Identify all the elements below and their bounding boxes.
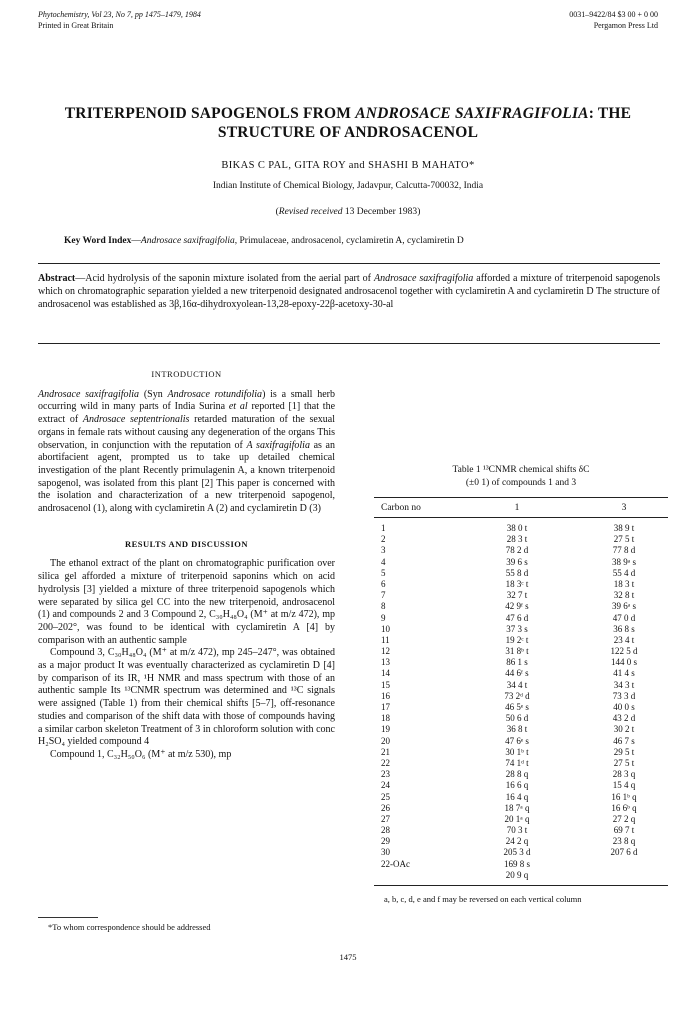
title-part-2: : THE STRUCTURE OF ANDROSACENOL <box>217 105 632 141</box>
table-row <box>374 657 668 668</box>
table-cell: 14 <box>381 668 390 679</box>
table-cell: 27 5 t <box>613 534 635 545</box>
table-cell: 39 6 s <box>506 556 528 567</box>
table-cell: 13 <box>381 657 390 668</box>
table-row <box>374 758 668 769</box>
table-cell: 37 3 s <box>506 623 528 634</box>
intro-text: as an abortifacient agent, prompted us to take up detailed chemical investigation of the plant Recently primulagenin A, a known triterpenoid sapogenol, was isolated from this plant [2] This paper is concerned with the isolation and characterization of a new triterpenoid sapogenol, androsacenol (1), along with cyclamiretin A (2) and cyclamiretin D (3) <box>38 439 335 515</box>
table-cell: 21 <box>381 746 390 757</box>
table-cell: 7 <box>381 590 386 601</box>
table-cell: 27 5 t <box>613 757 635 768</box>
left-column <box>38 368 335 762</box>
table-cell: 20 <box>381 735 390 746</box>
table-row <box>374 780 668 791</box>
table-header-row <box>374 498 668 517</box>
keywords-label: Key Word Index <box>64 236 132 246</box>
table-cell: 20 1ᵃ q <box>504 813 530 824</box>
table-cell: 86 1 s <box>506 657 528 668</box>
journal-citation: Phytochemistry, Vol 23, No 7, pp 1475–1479, 1984 <box>38 10 201 19</box>
table-cell: 38 0 t <box>506 523 528 533</box>
abstract-text-continued: afforded a mixture of triterpenoid sapogenols which on chromatographic separation yielded a new triterpenoid designated androsacenol together with cyclamiretin A and cyclamiretin D The structure of androsacenol was established as 3β,16α-dihydroxyolean-13,28-epoxy-22β-acetoxy-30-al <box>38 273 660 310</box>
table-row <box>374 769 668 780</box>
table-cell: 18 3 t <box>613 578 635 589</box>
table-cell: 73 3 d <box>612 690 636 701</box>
table-cell: 16 6 q <box>505 780 529 791</box>
table-cell: 70 3 t <box>506 825 528 836</box>
table-cell: 16 4 q <box>505 791 529 802</box>
table-cell: 36 8 t <box>506 724 528 735</box>
results-text: , mp <box>213 748 232 760</box>
table-cell: 20 9 q <box>505 869 529 880</box>
table-cell: 77 8 d <box>612 545 636 556</box>
table-cell: 8 <box>381 601 386 612</box>
table-cell: 29 <box>381 836 390 847</box>
table-cell <box>580 859 668 870</box>
abstract-species: Androsace saxifragifolia <box>374 273 474 284</box>
table-cell: 30 1ᵇ t <box>505 746 529 757</box>
intro-et-al: et al <box>228 401 248 413</box>
table-caption-line-1: Table 1 ¹³CNMR chemical shifts δC <box>452 465 590 475</box>
table-cell: 28 <box>381 825 390 836</box>
table-cell: 43 2 d <box>612 713 636 724</box>
table-cell: 47 6ᵉ s <box>505 735 529 746</box>
table-cell: 55 4 d <box>612 567 636 578</box>
table-cell: 27 2 q <box>612 813 636 824</box>
intro-text: reported [1] that the extract of <box>38 401 336 426</box>
table-cell: 41 4 s <box>613 668 635 679</box>
table-cell: 10 <box>381 623 390 634</box>
table-row <box>374 545 668 556</box>
table-cell: 3 <box>381 545 386 556</box>
results-text: , mp 245–247°, was obtained as a major product It was eventually characterized as cyclamiretin D [4] by comparison of its IR, ¹H NMR and mass spectrum with those of an authentic sample Its ¹³CNMR spectrum was determined and ¹³C signals were assigned (Table 1) from their chemical shifts [5–7], off-resonance studies and comparison of the shift data with those of compounds having a similar carbon skeleton Treatment of 3 in chloroform solution with conc H₂SO₄ yielded compound 4 <box>38 647 335 748</box>
table-cell: 5 <box>381 567 386 578</box>
table-row <box>374 680 668 691</box>
table-cell: 23 4 t <box>613 634 635 645</box>
intro-species: Androsace saxifragifolia <box>38 388 140 400</box>
table-row <box>374 590 668 601</box>
introduction-heading: INTRODUCTION <box>151 369 222 379</box>
table-cell: 9 <box>381 612 386 623</box>
affiliation: Indian Institute of Chemical Biology, Jadavpur, Calcutta-700032, India <box>212 181 484 191</box>
table-cell: 28 8 q <box>505 769 529 780</box>
table-cell: 30 <box>381 847 390 858</box>
keyword-index: Key Word Index—Androsace saxifragifolia, Primulaceae, androsacenol, cyclamiretin A, cyclamiretin D <box>64 236 464 246</box>
printed-location: Printed in Great Britain <box>38 21 114 30</box>
table-cell <box>374 870 454 881</box>
table-cell <box>580 870 668 881</box>
introduction-paragraph <box>38 389 335 516</box>
table-cell: 47 0 d <box>612 612 636 623</box>
table-cell: 11 <box>381 634 390 645</box>
table-cell: 23 <box>381 769 390 780</box>
table-cell: 2 <box>381 534 386 545</box>
table-cell: 12 <box>381 646 390 657</box>
table-cell: 30 2 t <box>613 724 635 735</box>
table-row <box>374 747 668 758</box>
table-cell: 16 6ᵇ q <box>611 802 637 813</box>
divider-top <box>38 263 660 264</box>
table-row <box>374 825 668 836</box>
table-cell: 40 0 s <box>613 702 635 712</box>
table-cell: 17 <box>381 702 390 712</box>
table-row <box>374 646 668 657</box>
running-header-left <box>38 9 201 31</box>
table-row <box>374 803 668 814</box>
authors: BIKAS C PAL, GITA ROY and SHASHI B MAHATO* <box>221 160 475 171</box>
table-cell: 23 8 q <box>612 836 636 847</box>
abstract <box>38 272 660 311</box>
table-row <box>374 847 668 858</box>
intro-text: (Syn <box>139 388 168 400</box>
table-cell: 1 <box>381 523 386 533</box>
table-cell: 38 9ᵃ s <box>612 556 636 567</box>
table-row <box>374 635 668 646</box>
results-paragraph-2 <box>38 647 335 749</box>
table-cell: 18 7ᵃ q <box>504 802 530 813</box>
table-row <box>374 870 668 881</box>
intro-text: retarded maturation of the sexual organs in female rats without causing any degeneration of the organs This observation, in conjunction with the reputation of <box>38 414 336 451</box>
table-row <box>374 713 668 724</box>
article-code: 0031–9422/84 $3 00 + 0 00 <box>569 10 658 19</box>
table-cell: 25 <box>381 791 390 802</box>
table-cell: 19 2ᶜ t <box>505 634 529 645</box>
table-cell: 44 6ᶠ s <box>505 668 529 679</box>
table-caption-line-2: (±0 1) of compounds 1 and 3 <box>465 478 577 488</box>
table-cell: 69 7 t <box>613 825 635 836</box>
table-cell: 73 2ᵈ d <box>504 690 530 701</box>
right-column <box>374 464 668 905</box>
table-header-cell: 1 <box>514 503 520 513</box>
table-body <box>374 518 668 881</box>
table-cell: 50 6 d <box>505 713 529 724</box>
correspondence-footnote: *To whom correspondence should be addressed <box>48 922 211 932</box>
results-paragraph-1 <box>38 558 335 647</box>
table-cell: 39 6ᵃ s <box>612 601 636 612</box>
table-cell: 27 <box>381 813 390 824</box>
table-row <box>374 523 668 534</box>
table-cell: 4 <box>381 556 386 567</box>
table-cell: 32 7 t <box>506 590 528 601</box>
table-footnote: a, b, c, d, e and f may be reversed on each vertical column <box>384 894 582 904</box>
results-text: , mp 200–202°, was found to be identical with cyclamiretin A [4] by comparison with an authentic sample <box>38 609 335 646</box>
table-cell: 6 <box>381 578 386 589</box>
table-cell: 78 2 d <box>505 545 529 556</box>
table-cell: 26 <box>381 802 390 813</box>
table-cell: 24 2 q <box>505 836 529 847</box>
table-caption <box>374 464 668 490</box>
abstract-label: Abstract <box>38 273 76 284</box>
table-cell: 18 <box>381 713 390 724</box>
table-cell: 47 6 d <box>505 612 529 623</box>
table-row <box>374 568 668 579</box>
intro-text: ) is a small herb occurring wild in many parts of India Surina <box>38 388 335 413</box>
table-cell: 15 4 q <box>612 780 636 791</box>
table-cell: 31 8ᵇ t <box>505 646 529 657</box>
table-cell: 34 4 t <box>506 679 528 690</box>
results-text: Compound 3, <box>50 647 108 659</box>
table-cell: 15 <box>381 679 390 690</box>
table-row <box>374 601 668 612</box>
table-row <box>374 579 668 590</box>
page-number: 1475 <box>339 952 357 962</box>
intro-species-2: Androsace septentrionalis <box>82 414 190 426</box>
table-row <box>374 724 668 735</box>
compound-3-formula: C₃₀H₄₈O₄ (M⁺ at m/z 472) <box>107 647 217 659</box>
table-cell: 34 3 t <box>613 679 635 690</box>
table-cell: 144 0 s <box>610 657 637 668</box>
table-row <box>374 736 668 747</box>
table-row <box>374 624 668 635</box>
table-row <box>374 691 668 702</box>
table-cell: 74 1ᵈ t <box>505 757 529 768</box>
article-title <box>30 104 666 142</box>
table-cell: 29 5 t <box>613 746 635 757</box>
table-cell: 42 9ᶠ s <box>505 601 529 612</box>
table-cell: 28 3 t <box>506 534 528 545</box>
title-part-1: TRITERPENOID SAPOGENOLS FROM <box>64 105 356 122</box>
abstract-text: —Acid hydrolysis of the saponin mixture isolated from the aerial part of <box>75 273 374 284</box>
table-cell: 18 3ᶜ t <box>505 578 529 589</box>
table-cell: 55 8 d <box>505 567 529 578</box>
table-cell: 19 <box>381 724 390 735</box>
table-cell: 22 <box>381 757 390 768</box>
results-text: The ethanol extract of the plant on chromatographic purification over silica gel afforded a mixture of triterpenoid saponins which on acid hydrolysis [3] yielded a mixture of three triterpenoid sapogenols which were separated by silica gel CC into the new triterpenoid, androsacenol (1) and compounds 2 and 3 Compound 2, <box>38 558 335 621</box>
table-cell: 205 3 d <box>503 847 531 858</box>
intro-species-3: A saxifragifolia <box>246 439 310 451</box>
table-cell: 46 7 s <box>613 735 635 746</box>
table-row <box>374 859 668 870</box>
publisher: Pergamon Press Ltd <box>593 21 658 30</box>
table-cell: 38 9 t <box>613 523 635 533</box>
results-text: Compound 1, <box>50 748 107 760</box>
table-row <box>374 702 668 713</box>
table-cell: 46 5ᵉ s <box>505 702 529 712</box>
table-cell: 169 8 s <box>503 858 530 869</box>
received-label: Revised received <box>278 207 343 217</box>
table-row <box>374 792 668 803</box>
table-cell: 32 8 t <box>613 590 635 601</box>
table-cell: 22-OAc <box>381 858 410 869</box>
received-date: (Revised received 13 December 1983) <box>275 207 421 217</box>
results-heading: RESULTS AND DISCUSSION <box>124 538 249 549</box>
table-row <box>374 534 668 545</box>
footnote-rule <box>38 917 98 918</box>
received-date-value: 13 December 1983 <box>344 207 418 217</box>
table-cell: 24 <box>381 780 390 791</box>
table-cell: 122 5 d <box>610 646 638 657</box>
keywords-species: Androsace saxifragifolia <box>140 236 235 246</box>
table-row <box>374 814 668 825</box>
table-header-cell: Carbon no <box>381 503 421 513</box>
table-row <box>374 557 668 568</box>
table-cell: 36 8 s <box>613 623 635 634</box>
table-row <box>374 668 668 679</box>
divider-bottom <box>38 343 660 344</box>
results-paragraph-3 <box>38 749 335 762</box>
table-cell: 28 3 q <box>612 769 636 780</box>
compound-2-formula: C₃₀H₄₈O₄ (M⁺ at m/z 472) <box>209 609 317 621</box>
table-bottom-rule <box>374 885 668 886</box>
table-header-cell: 3 <box>621 503 627 513</box>
title-species: ANDROSACE SAXIFRAGIFOLIA <box>355 105 589 122</box>
table-cell: 16 1ᵇ q <box>611 791 637 802</box>
table-cell: 16 <box>381 690 390 701</box>
compound-1-formula: C₃₂H₅₀O₆ (M⁺ at m/z 530) <box>106 748 214 760</box>
table-row <box>374 613 668 624</box>
table-cell: 207 6 d <box>610 847 638 858</box>
table-row <box>374 836 668 847</box>
intro-synonym: Androsace rotundifolia <box>167 388 263 400</box>
keywords-list: , Primulaceae, androsacenol, cyclamiretin A, cyclamiretin D <box>234 236 464 246</box>
running-header-right <box>569 9 658 31</box>
